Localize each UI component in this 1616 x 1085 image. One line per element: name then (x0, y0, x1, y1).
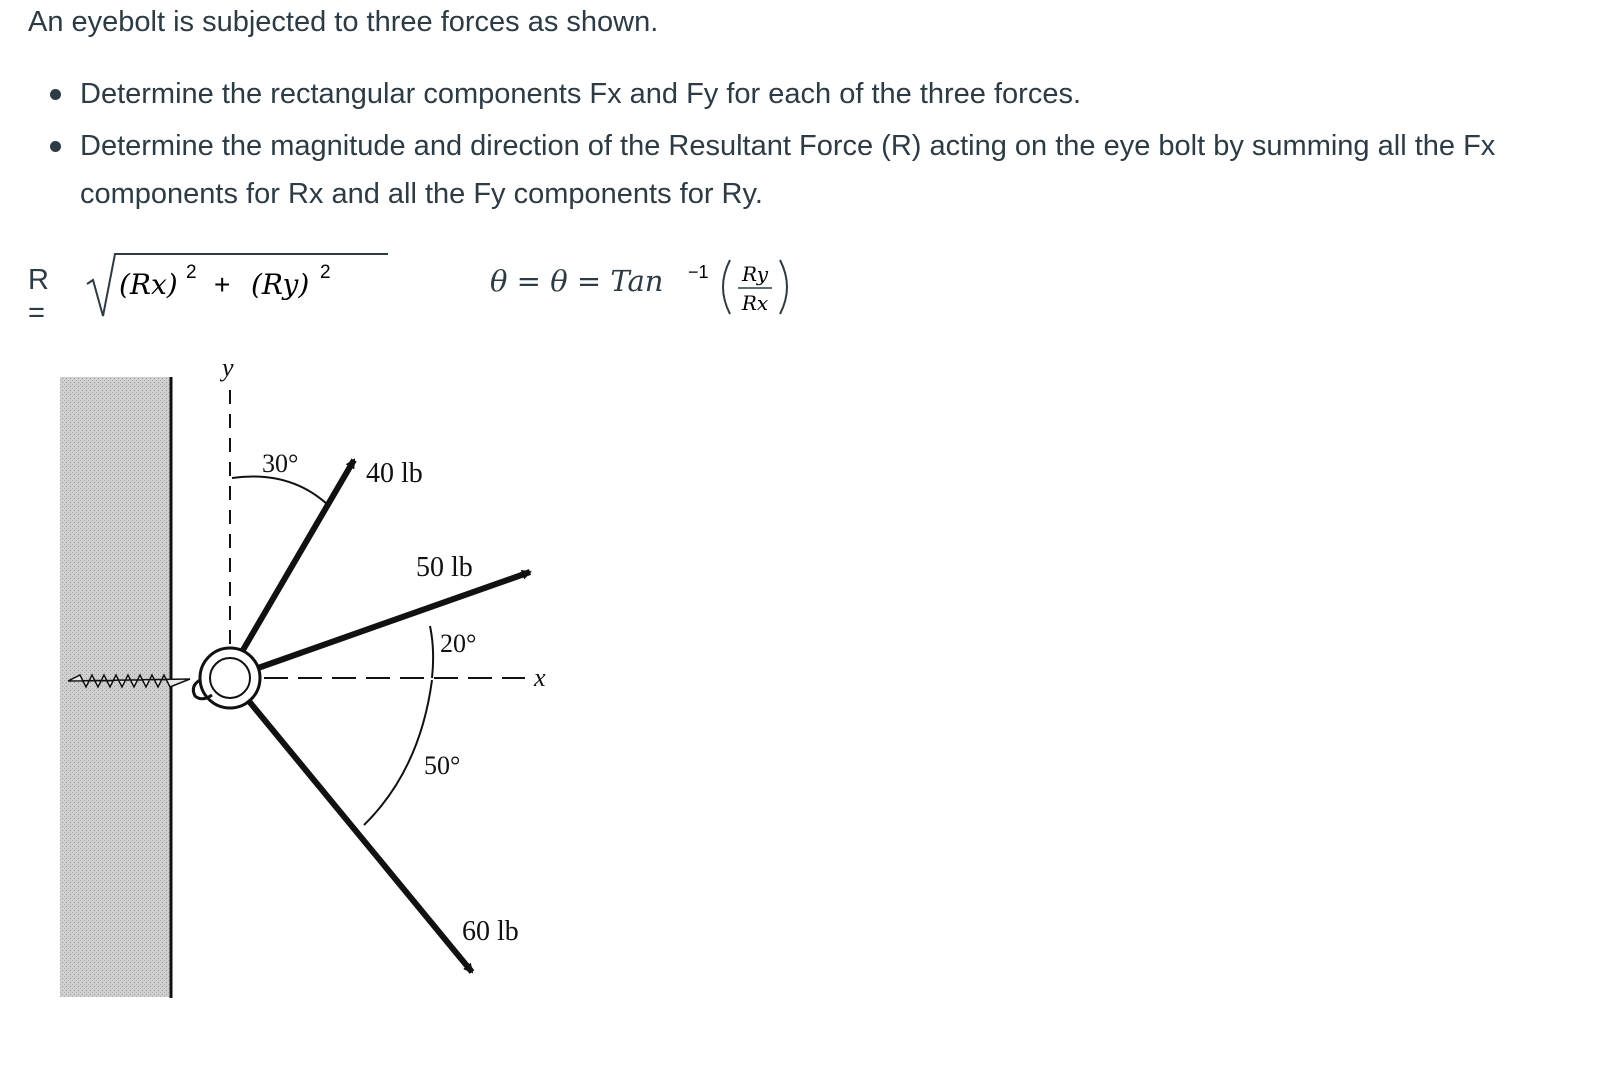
force-vector-50lb (258, 572, 530, 668)
y-axis-label: y (222, 353, 234, 382)
angle-label-20: 20° (440, 629, 477, 658)
term-rx: (Rx) (119, 268, 178, 301)
angle-formula-label: θ = θ = Tan (490, 264, 664, 298)
force-vector-60lb (248, 700, 472, 972)
force-label-60lb: 60 lb (462, 916, 519, 947)
intro-text: An eyebolt is subjected to three forces as shown. (28, 6, 659, 38)
eyebolt-diagram (50, 350, 610, 1030)
exp-rx: 2 (186, 262, 197, 283)
fraction-numerator: Ry (741, 262, 769, 286)
paren-right (780, 260, 787, 314)
resultant-formula-label: R = (28, 264, 49, 329)
fraction-expression (490, 250, 820, 330)
wall (60, 377, 170, 997)
angle-arc-50 (364, 680, 432, 825)
exp-ry: 2 (320, 262, 331, 283)
plus-sign: + (214, 269, 231, 300)
force-label-50lb: 50 lb (416, 552, 473, 583)
task-item: Determine the magnitude and direction of the Resultant Force (R) acting on the eye bolt by summing all the Fx components for Rx and all the Fy components for Ry. (50, 122, 1590, 218)
angle-arc-30 (232, 477, 328, 505)
force-label-40lb: 40 lb (366, 458, 423, 489)
task-list (50, 70, 1590, 222)
fraction-denominator: Rx (741, 291, 769, 315)
force-vector-40lb (243, 460, 354, 650)
term-ry: (Ry) (251, 268, 310, 301)
angle-arc-20 (430, 626, 433, 678)
angle-label-30: 30° (262, 449, 299, 478)
angle-label-50: 50° (424, 751, 461, 780)
paren-left (723, 260, 730, 314)
x-axis-label: x (534, 663, 546, 692)
sqrt-expression (83, 244, 403, 324)
inverse-exponent: −1 (688, 262, 709, 282)
task-item: Determine the rectangular components Fx and Fy for each of the three forces. (50, 70, 1590, 118)
